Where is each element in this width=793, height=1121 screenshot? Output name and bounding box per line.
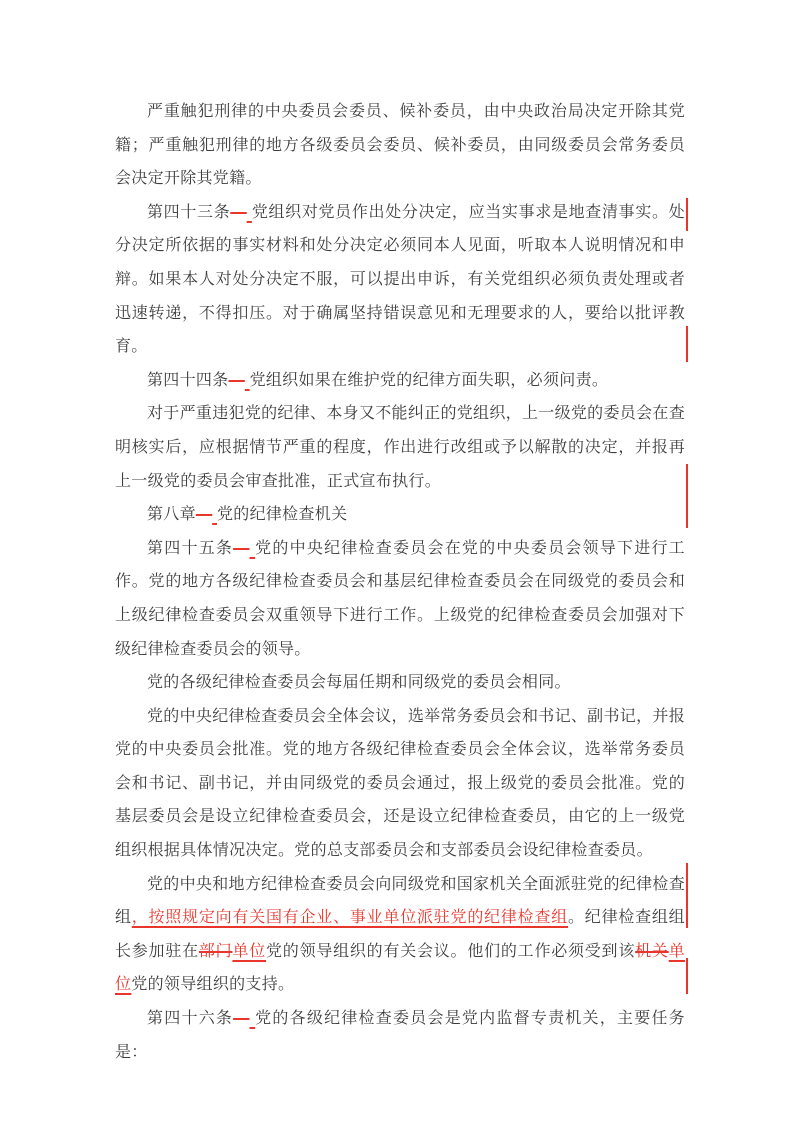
text-run: 党的各级纪律检查委员会每届任期和同级党的委员会相同。 [147, 674, 571, 692]
revision-change-bar [686, 326, 688, 362]
deleted-text: — [233, 1010, 250, 1028]
text-run: 党的领导组织的有关会议。他们的工作必须受到该 [266, 942, 636, 960]
para-expulsion-clause [115, 95, 685, 196]
text-run: 严重触犯刑律的中央委员会委员、候补委员，由中央政治局决定开除其党籍；严重触犯刑律的地方各级委员会委员、候补委员，由同级委员会常务委员会决定开除其党籍。 [115, 103, 685, 188]
text-run: 党的领导组织的支持。 [131, 976, 295, 994]
para-plenary-elections [115, 700, 685, 868]
para-article-44 [115, 364, 685, 398]
deleted-text: — [228, 371, 245, 389]
deleted-text: — [233, 539, 250, 557]
para-reorganize-dissolve [115, 397, 685, 498]
revision-change-bar [686, 198, 688, 231]
text-run: 党的中央纪律检查委员会全体会议，选举常务委员会和书记、副书记，并报党的中央委员会批准。党的地方各级纪律检查委员会全体会议，选举常务委员会和书记、副书记，并由同级党的委员会通过，报上级党的委员会批准。党的基层委员会是设立纪律检查委员会，还是设立纪律检查委员，由它的上一级党组织根据具体情况决定。党的总支部委员会和支部委员会设纪律检查委员。 [115, 707, 685, 860]
revision-change-bar [686, 464, 688, 528]
inserted-text: 单位 [232, 942, 267, 960]
deleted-text: — [195, 506, 213, 524]
text-run: 对于严重违犯党的纪律、本身又不能纠正的党组织，上一级党的委员会在查明核实后，应根据情节严重的程度，作出进行改组或予以解散的决定，并报再上一级党的委员会审查批准，正式宣布执行。 [115, 405, 685, 490]
para-term-length [115, 666, 685, 700]
text-run: 党的中央和地方纪律检查委员会向同级党和国家机关全面派驻党的纪律检查组 [115, 875, 685, 927]
para-article-45 [115, 532, 685, 666]
para-chapter-8-heading [115, 498, 685, 532]
deleted-text: 机关 [635, 942, 669, 960]
text-run: 党组织对党员作出处分决定，应当实事求是地查清事实。处分决定所依据的事实材料和处分决定必须同本人见面，听取本人说明情况和申辩。如果本人对处分决定不服，可以提出申诉，有关党组织必须负责处理或者迅速转递，不得扣压。对于确属坚持错误意见和无理要求的人，要给以批评教育。 [115, 203, 685, 356]
inserted-text: ，按照规定向有关国有企业、事业单位派驻党的纪律检查组 [131, 909, 569, 927]
deleted-text: 部门 [198, 942, 233, 960]
text-run: 第四十三条 [147, 203, 231, 221]
text-run: 第四十四条 [147, 371, 229, 389]
inserted-text: 单位 [115, 942, 685, 994]
para-article-43 [115, 196, 685, 364]
text-run: 党的中央纪律检查委员会在党的中央委员会领导下进行工作。党的地方各级纪律检查委员会和基层纪律检查委员会在同级党的委员会和上级纪律检查委员会双重领导下进行工作。上级党的纪律检查委员会加强对下级纪律检查委员会的领导。 [115, 539, 685, 658]
document-body [115, 95, 685, 1069]
text-run: 党的纪律检查机关 [216, 506, 348, 524]
text-run: 第四十六条 [147, 1010, 234, 1028]
text-run: 第四十五条 [147, 539, 234, 557]
text-run: 党组织如果在维护党的纪律方面失职，必须问责。 [249, 371, 609, 389]
text-run: 。纪律检查组组长参加驻在 [115, 909, 685, 960]
deleted-text: — [230, 203, 247, 221]
para-dispatched-groups [115, 868, 685, 1002]
para-article-46 [115, 1002, 685, 1069]
revision-change-bar [686, 958, 688, 994]
text-run: 第八章 [147, 506, 196, 524]
revision-change-bar [686, 863, 688, 928]
text-run: 党的各级纪律检查委员会是党内监督专责机关，主要任务是： [115, 1010, 685, 1061]
